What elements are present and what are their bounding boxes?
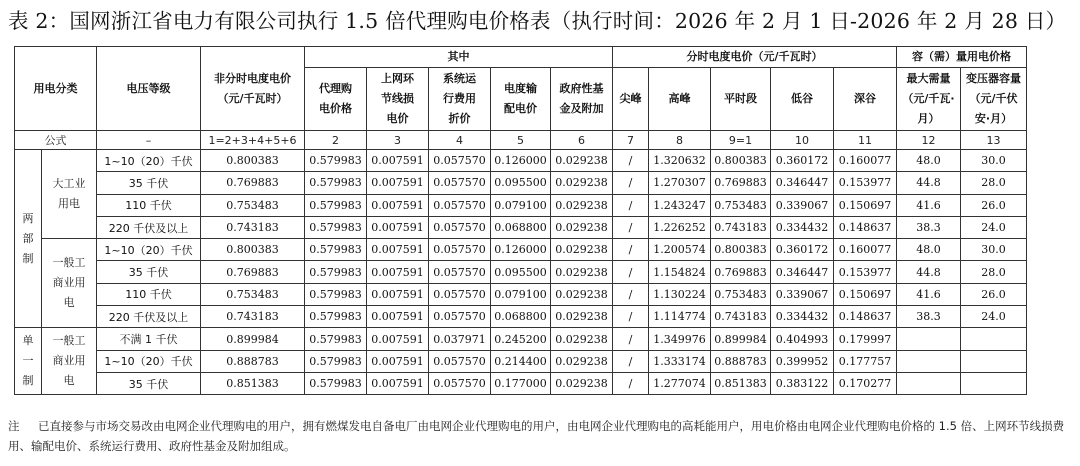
value-cell: 0.007591 [367,150,429,172]
value-cell: 0.769883 [711,172,771,194]
formula-cell: 7 [613,131,649,150]
value-cell: 0.029238 [551,306,613,328]
header-c12: 最大需量（元/千瓦·月） [897,68,961,131]
value-cell: 28.0 [961,261,1027,283]
header-including: 其中 [305,47,613,68]
value-cell: 0.153977 [834,172,897,194]
value-cell: 0.007591 [367,328,429,350]
formula-cell: 3 [367,131,429,150]
value-cell: 38.3 [897,216,961,238]
value-cell: 0.404993 [771,328,834,350]
value-cell: 0.057570 [429,372,491,394]
value-cell: 0.800383 [201,239,305,261]
value-cell: 0.899984 [201,328,305,350]
header-category: 用电分类 [15,47,97,131]
value-cell: 0.579983 [305,239,367,261]
value-cell: 0.743183 [201,216,305,238]
value-cell: 30.0 [961,150,1027,172]
value-cell: 0.150697 [834,194,897,216]
value-cell: 0.126000 [491,239,551,261]
value-cell: 1.333174 [649,350,711,372]
value-cell: 0.334432 [771,216,834,238]
value-cell: 0.888783 [201,350,305,372]
value-cell: 0.769883 [711,261,771,283]
voltage-cell: 1~10（20）千伏 [97,350,201,372]
value-cell: 1.226252 [649,216,711,238]
value-cell: 0.029238 [551,372,613,394]
value-cell: 0.029238 [551,328,613,350]
value-cell: 0.339067 [771,194,834,216]
value-cell: 0.148637 [834,216,897,238]
value-cell: 0.150697 [834,283,897,305]
value-cell: / [613,328,649,350]
value-cell: 0.057570 [429,306,491,328]
value-cell: 0.177000 [491,372,551,394]
formula-cell: 公式 [15,131,97,150]
value-cell: 0.007591 [367,194,429,216]
value-cell: 26.0 [961,194,1027,216]
table-row [15,328,1027,350]
value-cell: / [613,261,649,283]
value-cell: 0.057570 [429,216,491,238]
formula-cell: 13 [961,131,1027,150]
value-cell: 0.057570 [429,283,491,305]
value-cell: 0.179997 [834,328,897,350]
value-cell: 0.579983 [305,261,367,283]
voltage-cell: 35 千伏 [97,261,201,283]
header-c6: 政府性基金及附加 [551,68,613,131]
value-cell: 0.214400 [491,350,551,372]
value-cell: 0.851383 [201,372,305,394]
table-row [15,283,1027,305]
header-c9: 平时段 [711,68,771,131]
value-cell: / [613,150,649,172]
header-row-1 [15,47,1027,68]
value-cell: 24.0 [961,306,1027,328]
value-cell: 1.349976 [649,328,711,350]
formula-cell: 10 [771,131,834,150]
value-cell: 0.029238 [551,216,613,238]
formula-cell: 9=1 [711,131,771,150]
table-row [15,194,1027,216]
table-row [15,172,1027,194]
value-cell: 0.899984 [711,328,771,350]
header-voltage: 电压等级 [97,47,201,131]
value-cell: 0.360172 [771,150,834,172]
header-c11: 深谷 [834,68,897,131]
table-row [15,150,1027,172]
formula-cell: 8 [649,131,711,150]
voltage-cell: 35 千伏 [97,172,201,194]
header-c4: 系统运行费用折价 [429,68,491,131]
value-cell: 26.0 [961,283,1027,305]
value-cell: / [613,306,649,328]
formula-cell: 5 [491,131,551,150]
subgroup-general-ic-two-part: 一般工商业用电 [42,239,97,328]
table-row [15,350,1027,372]
value-cell: 0.743183 [201,306,305,328]
value-cell: 0.057570 [429,194,491,216]
formula-cell: – [97,131,201,150]
value-cell: 0.579983 [305,216,367,238]
value-cell [897,328,961,350]
value-cell: 1.270307 [649,172,711,194]
value-cell: / [613,283,649,305]
value-cell: 48.0 [897,239,961,261]
header-c5: 电度输配电价 [491,68,551,131]
voltage-cell: 35 千伏 [97,372,201,394]
value-cell: 0.383122 [771,372,834,394]
value-cell: 0.007591 [367,283,429,305]
value-cell: 38.3 [897,306,961,328]
voltage-cell: 110 千伏 [97,194,201,216]
value-cell: 1.114774 [649,306,711,328]
value-cell: 0.579983 [305,306,367,328]
header-c7: 尖峰 [613,68,649,131]
formula-cell: 12 [897,131,961,150]
group-single-part: 单一制 [15,328,42,395]
value-cell: 1.243247 [649,194,711,216]
value-cell: 0.579983 [305,194,367,216]
table-row [15,306,1027,328]
value-cell: 1.154824 [649,261,711,283]
value-cell: 0.800383 [711,239,771,261]
value-cell: 0.153977 [834,261,897,283]
value-cell: 0.170277 [834,372,897,394]
value-cell: 0.095500 [491,172,551,194]
value-cell: 30.0 [961,239,1027,261]
value-cell: 0.160077 [834,150,897,172]
group-two-part: 两部制 [15,150,42,328]
voltage-cell: 1~10（20）千伏 [97,150,201,172]
value-cell: 0.339067 [771,283,834,305]
table-row [15,261,1027,283]
value-cell: 0.579983 [305,150,367,172]
value-cell: 1.320632 [649,150,711,172]
value-cell: / [613,172,649,194]
value-cell: 0.769883 [201,172,305,194]
value-cell: 0.029238 [551,150,613,172]
value-cell: 28.0 [961,172,1027,194]
value-cell: 44.8 [897,172,961,194]
header-c2: 代理购电价格 [305,68,367,131]
value-cell: 0.177757 [834,350,897,372]
value-cell: 0.399952 [771,350,834,372]
value-cell: 0.579983 [305,283,367,305]
value-cell: 0.148637 [834,306,897,328]
value-cell: 0.360172 [771,239,834,261]
value-cell: 0.029238 [551,172,613,194]
value-cell: 0.579983 [305,372,367,394]
value-cell: 0.057570 [429,239,491,261]
value-cell: 0.057570 [429,150,491,172]
value-cell: 0.095500 [491,261,551,283]
value-cell: 0.800383 [711,150,771,172]
value-cell: 41.6 [897,194,961,216]
value-cell: / [613,372,649,394]
formula-cell: 2 [305,131,367,150]
value-cell: / [613,194,649,216]
footnote-label: 注 [8,419,20,433]
value-cell: 0.057570 [429,350,491,372]
price-table [14,46,1027,395]
value-cell: 41.6 [897,283,961,305]
voltage-cell: 220 千伏及以上 [97,216,201,238]
subgroup-general-ic-single-part: 一般工商业用电 [42,328,97,395]
value-cell: 0.346447 [771,261,834,283]
voltage-cell: 220 千伏及以上 [97,306,201,328]
value-cell: 0.753483 [711,194,771,216]
header-c10: 低谷 [771,68,834,131]
value-cell: 0.029238 [551,194,613,216]
value-cell: 0.851383 [711,372,771,394]
value-cell: 0.800383 [201,150,305,172]
value-cell: 0.079100 [491,194,551,216]
footnote-text: 已直接参与市场交易改由电网企业代理购电的用户，拥有燃煤发电自备电厂由电网企业代理购电的用户，由电网企业代理购电的高耗能用户，用电价格由电网企业代理购电价格的 1.5 倍、上网环节线损费用、输配电价、系统运行费用、政府性基金及附加组成。 [8,419,1065,453]
value-cell: 0.579983 [305,328,367,350]
value-cell: 0.037971 [429,328,491,350]
formula-row [15,131,1027,150]
header-nontou: 非分时电度电价（元/千瓦时） [201,47,305,131]
value-cell: / [613,239,649,261]
value-cell: 0.753483 [201,283,305,305]
value-cell: 0.579983 [305,350,367,372]
value-cell [961,328,1027,350]
value-cell: 1.277074 [649,372,711,394]
value-cell: 24.0 [961,216,1027,238]
value-cell: 0.769883 [201,261,305,283]
value-cell: 0.029238 [551,261,613,283]
value-cell: 0.029238 [551,350,613,372]
value-cell: 0.334432 [771,306,834,328]
value-cell: 0.057570 [429,172,491,194]
value-cell: 0.029238 [551,239,613,261]
value-cell: / [613,350,649,372]
table-title: 表 2：国网浙江省电力有限公司执行 1.5 倍代理购电价格表（执行时间：2026 年 2 月 1 日-2026 年 2 月 28 日） [8,9,1067,33]
formula-cell: 11 [834,131,897,150]
value-cell: 0.007591 [367,239,429,261]
voltage-cell: 不满 1 千伏 [97,328,201,350]
value-cell [961,372,1027,394]
value-cell: 0.007591 [367,216,429,238]
subgroup-large-industry: 大工业用电 [42,150,97,239]
value-cell: 0.007591 [367,350,429,372]
value-cell: 0.743183 [711,306,771,328]
value-cell: 0.753483 [201,194,305,216]
value-cell: 0.245200 [491,328,551,350]
voltage-cell: 1~10（20）千伏 [97,239,201,261]
formula-cell: 6 [551,131,613,150]
value-cell: 48.0 [897,150,961,172]
value-cell: 0.753483 [711,283,771,305]
table-row [15,216,1027,238]
value-cell: 0.007591 [367,372,429,394]
header-capacity: 容（需）量用电价格 [897,47,1027,68]
table-row [15,372,1027,394]
table-row [15,239,1027,261]
value-cell [961,350,1027,372]
value-cell: 0.068800 [491,216,551,238]
value-cell: 0.007591 [367,261,429,283]
value-cell: 0.579983 [305,172,367,194]
value-cell: 0.126000 [491,150,551,172]
value-cell: 0.079100 [491,283,551,305]
value-cell: 0.029238 [551,283,613,305]
value-cell [897,350,961,372]
value-cell: 0.160077 [834,239,897,261]
value-cell: / [613,216,649,238]
formula-cell: 4 [429,131,491,150]
value-cell: 1.130224 [649,283,711,305]
value-cell: 44.8 [897,261,961,283]
value-cell: 0.888783 [711,350,771,372]
header-c8: 高峰 [649,68,711,131]
value-cell: 0.068800 [491,306,551,328]
value-cell: 0.057570 [429,261,491,283]
voltage-cell: 110 千伏 [97,283,201,305]
header-c13: 变压器容量（元/千伏安·月） [961,68,1027,131]
value-cell: 1.200574 [649,239,711,261]
footnote [8,416,1070,456]
formula-cell: 1=2+3+4+5+6 [201,131,305,150]
value-cell: 0.743183 [711,216,771,238]
value-cell: 0.007591 [367,172,429,194]
header-c3: 上网环节线损电价 [367,68,429,131]
value-cell: 0.007591 [367,306,429,328]
value-cell: 0.346447 [771,172,834,194]
value-cell [897,372,961,394]
header-tou: 分时电度电价（元/千瓦时） [613,47,897,68]
